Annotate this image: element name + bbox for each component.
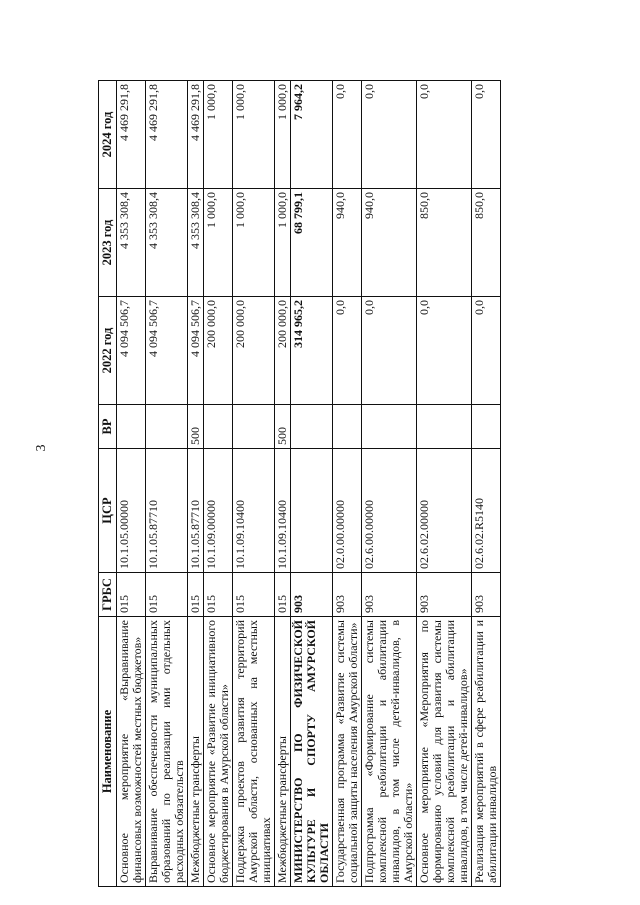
cell-name: Выравнивание обеспеченности муниципальных образований по реализации ими отдельных расходных обязательств [146, 617, 188, 887]
cell-2024: 1 000,0 [275, 81, 291, 189]
table-row [233, 81, 275, 887]
table-row [291, 81, 333, 887]
cell-csr: 10.1.09.00000 [204, 449, 233, 573]
cell-2023: 850,0 [472, 189, 501, 297]
cell-vr [117, 405, 146, 449]
table-row [146, 81, 188, 887]
header-2024: 2024 год [99, 81, 117, 189]
cell-2023: 4 353 308,4 [117, 189, 146, 297]
cell-vr [472, 405, 501, 449]
cell-2022: 200 000,0 [233, 297, 275, 405]
cell-csr: 10.1.09.10400 [275, 449, 291, 573]
table-row [417, 81, 472, 887]
cell-grbs: 015 [146, 573, 188, 617]
cell-name: Межбюджетные трансферты [188, 617, 204, 887]
cell-2024: 4 469 291,8 [146, 81, 188, 189]
cell-2022: 0,0 [417, 297, 472, 405]
cell-2024: 1 000,0 [204, 81, 233, 189]
cell-2022: 0,0 [362, 297, 417, 405]
cell-vr [333, 405, 362, 449]
cell-csr: 10.1.09.10400 [233, 449, 275, 573]
table-body [117, 81, 501, 887]
table-row [275, 81, 291, 887]
cell-2023: 1 000,0 [275, 189, 291, 297]
header-name: Наименование [99, 617, 117, 887]
cell-csr: 10.1.05.87710 [188, 449, 204, 573]
header-vr: ВР [99, 405, 117, 449]
cell-2022: 4 094 506,7 [117, 297, 146, 405]
cell-vr [291, 405, 333, 449]
cell-2024: 4 469 291,8 [188, 81, 204, 189]
cell-2024: 0,0 [333, 81, 362, 189]
cell-2023: 940,0 [333, 189, 362, 297]
cell-2024: 0,0 [362, 81, 417, 189]
cell-csr: 10.1.05.87710 [146, 449, 188, 573]
cell-vr [417, 405, 472, 449]
cell-csr: 02.6.02.00000 [417, 449, 472, 573]
header-csr: ЦСР [99, 449, 117, 573]
cell-name: Основное мероприятие «Развитие инициативного бюджетирования в Амурской области» [204, 617, 233, 887]
budget-table [98, 80, 501, 887]
cell-2022: 0,0 [472, 297, 501, 405]
cell-vr [362, 405, 417, 449]
cell-name: Реализация мероприятий в сфере реабилитации и абилитации инвалидов [472, 617, 501, 887]
cell-2023: 1 000,0 [204, 189, 233, 297]
cell-2022: 4 094 506,7 [146, 297, 188, 405]
cell-vr [204, 405, 233, 449]
cell-name: МИНИСТЕРСТВО ПО ФИЗИЧЕСКОЙ КУЛЬТУРЕ И СПОРТУ АМУРСКОЙ ОБЛАСТИ [291, 617, 333, 887]
cell-name: Основное мероприятие «Мероприятия по формированию условий для развития системы комплексной реабилитации и абилитации инвалидов, в том числе детей-инвалидов» [417, 617, 472, 887]
cell-vr [146, 405, 188, 449]
cell-vr: 500 [275, 405, 291, 449]
table-row [333, 81, 362, 887]
cell-vr: 500 [188, 405, 204, 449]
cell-2022: 314 965,2 [291, 297, 333, 405]
cell-name: Подпрограмма «Формирование системы комплексной реабилитации и абилитации инвалидов, в том числе детей-инвалидов, в Амурской области» [362, 617, 417, 887]
cell-2023: 1 000,0 [233, 189, 275, 297]
cell-2024: 0,0 [417, 81, 472, 189]
page-number: 3 [34, 444, 49, 452]
cell-grbs: 015 [233, 573, 275, 617]
table-row [472, 81, 501, 887]
cell-grbs: 903 [472, 573, 501, 617]
header-grbs: ГРБС [99, 573, 117, 617]
table-row [362, 81, 417, 887]
cell-vr [233, 405, 275, 449]
cell-2024: 1 000,0 [233, 81, 275, 189]
cell-grbs: 903 [417, 573, 472, 617]
cell-2024: 0,0 [472, 81, 501, 189]
table-row [188, 81, 204, 887]
cell-2024: 4 469 291,8 [117, 81, 146, 189]
cell-2022: 4 094 506,7 [188, 297, 204, 405]
table-row [117, 81, 146, 887]
cell-2023: 4 353 308,4 [146, 189, 188, 297]
table-row [204, 81, 233, 887]
cell-csr: 02.0.00.00000 [333, 449, 362, 573]
cell-2023: 850,0 [417, 189, 472, 297]
cell-2022: 200 000,0 [204, 297, 233, 405]
cell-grbs: 015 [204, 573, 233, 617]
budget-table-container [98, 81, 564, 887]
table-header-row [99, 81, 117, 887]
cell-csr [291, 449, 333, 573]
cell-2023: 4 353 308,4 [188, 189, 204, 297]
cell-2022: 0,0 [333, 297, 362, 405]
cell-grbs: 903 [333, 573, 362, 617]
header-2023: 2023 год [99, 189, 117, 297]
cell-2024: 7 964,2 [291, 81, 333, 189]
cell-name: Государственная программа «Развитие системы социальной защиты населения Амурской области» [333, 617, 362, 887]
cell-grbs: 015 [117, 573, 146, 617]
header-2022: 2022 год [99, 297, 117, 405]
cell-name: Поддержка проектов развития территорий Амурской области, основанных на местных инициативах [233, 617, 275, 887]
cell-csr: 10.1.05.00000 [117, 449, 146, 573]
cell-csr: 02.6.00.00000 [362, 449, 417, 573]
cell-grbs: 903 [291, 573, 333, 617]
cell-grbs: 015 [275, 573, 291, 617]
cell-2022: 200 000,0 [275, 297, 291, 405]
cell-name: Основное мероприятие «Выравнивание финансовых возможностей местных бюджетов» [117, 617, 146, 887]
cell-grbs: 015 [188, 573, 204, 617]
cell-name: Межбюджетные трансферты [275, 617, 291, 887]
cell-csr: 02.6.02.R5140 [472, 449, 501, 573]
cell-grbs: 903 [362, 573, 417, 617]
cell-2023: 940,0 [362, 189, 417, 297]
cell-2023: 68 799,1 [291, 189, 333, 297]
